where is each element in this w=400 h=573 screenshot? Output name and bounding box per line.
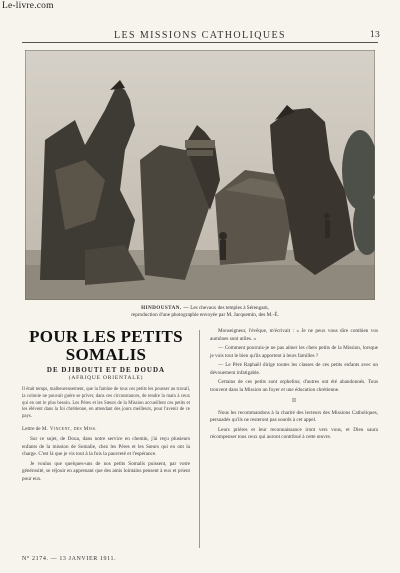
article-signature <box>22 426 190 434</box>
right-column-text <box>210 328 378 442</box>
signature-label: Lettre de <box>22 425 41 432</box>
right-paragraph: Certains de ces petits sont orphelins; d'autres ont été abandonnés. Tous trouvent dans la Mission un foyer et une éducation chrétienne. <box>210 379 378 393</box>
right-column <box>210 328 378 444</box>
caption-label: HINDOUSTAN. — <box>141 305 189 311</box>
figure-photograph <box>25 50 375 300</box>
figure-caption <box>60 305 350 319</box>
body-paragraph: Je voulus que quelques-uns de nos petits Somalis puissent, par votre générosité, se réjouir en apprenant que des amis lointains pensent à eux et prient pour eux. <box>22 460 190 482</box>
running-title: LES MISSIONS CATHOLIQUES <box>114 30 286 41</box>
article-region: (AFRIQUE ORIENTALE) <box>68 375 144 381</box>
issue-footer: N° 2174. — 13 JANVIER 1911. <box>22 556 117 562</box>
article-subtitle: DE DJIBOUTI ET DE DOUDA <box>46 366 166 374</box>
left-column <box>22 328 190 485</box>
header-rule <box>22 42 378 43</box>
right-paragraph: Monseigneur, l'évêque, m'écrivait : « Je ne peux vous dire combien vos aumônes sont utiles. » <box>210 328 378 342</box>
article-title: POUR LES PETITS SOMALIS <box>29 327 183 364</box>
right-paragraph: Nous les recommandons à la charité des lecteurs des Missions Catholiques, persuadés qu'ils ne resteront pas sourds à cet appel. <box>210 409 378 423</box>
body-paragraph: Sur ce sujet, de Doua, dans notre service en chemin, j'ai reçu plusieurs enfants de la mission de Somalie, chez les Pères et les Sœurs qui en ont la charge. C'est là que je vis tout à la fois la pauvreté et l'espérance. <box>22 436 190 458</box>
right-paragraph: Leurs prières et leur reconnaissance iront vers vous, et Dieu saura récompenser tous ceux qui auront contribué à cette œuvre. <box>210 426 378 440</box>
article-body <box>22 436 190 483</box>
right-paragraph: — Comment pourrais-je ne pas aimer les chers petits de la Mission, lorsque je vois tout le bien qu'ils apportent à leurs familles ? <box>210 345 378 359</box>
caption-line1: Les chevaux des temples à Sérengam, <box>190 305 269 311</box>
watermark: Le-livre.com <box>2 1 54 11</box>
column-divider <box>199 330 200 548</box>
section-mark: II <box>292 398 296 404</box>
page-number: 13 <box>369 30 380 39</box>
right-paragraph: — Le Père Raphaël dirige toutes les classes de ces petits enfants avec un dévouement infatigable. <box>210 362 378 376</box>
signature-name: M. Vincent, des Miss. <box>41 425 97 432</box>
caption-line2: reproduction d'une photographie envoyée par M. Jacquemin, des M.-É. <box>131 312 279 318</box>
article-lead: Il était temps, malheureusement, que la famine de tous ces petits les pousser au travail, la colonie ne pouvait guère se priver, dans ces circonstances, de tendre la main à ceux qui en ont le plus besoin. Les Pères et les Sœurs de la Mission accueillent ces petits et les élèvent dans la foi chrétienne, en attendant des jours meilleurs, pour l'avenir de ce pays. <box>22 387 190 420</box>
temple-horses-photo <box>25 50 375 300</box>
